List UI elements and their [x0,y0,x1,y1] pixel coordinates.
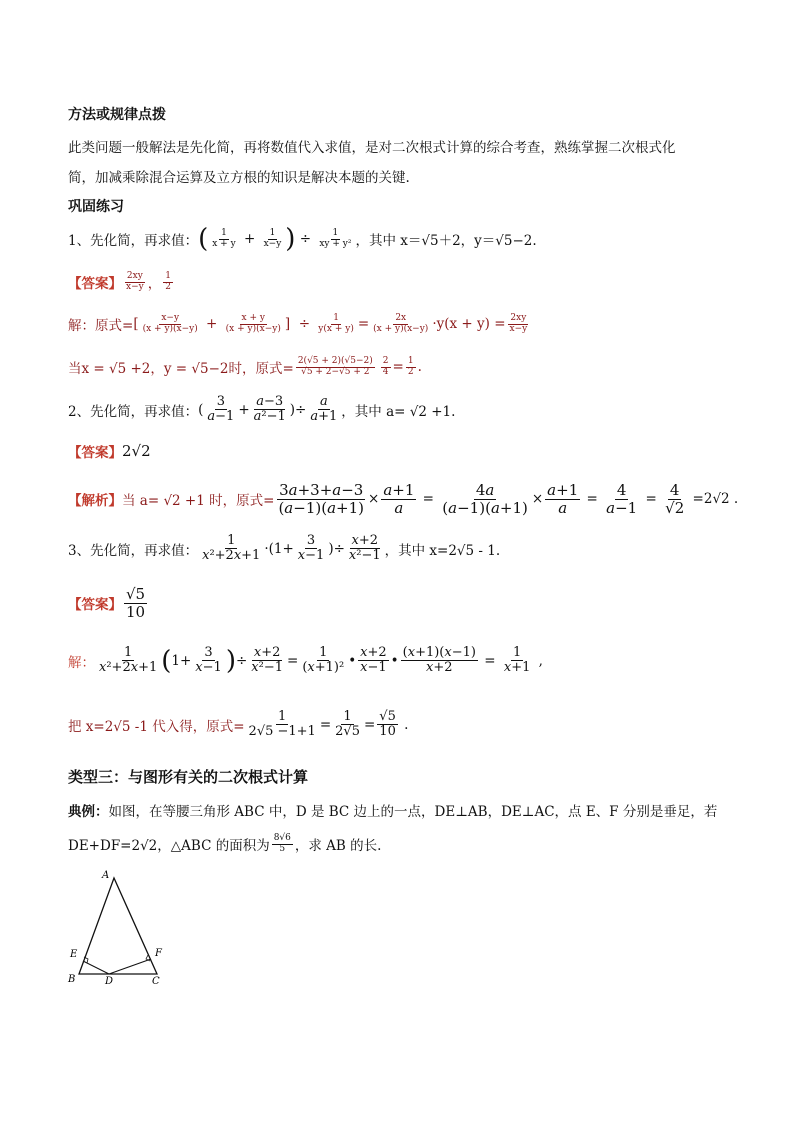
q1-condition: ，其中 x＝√5＋2，y＝√5−2. [355,233,537,249]
q2-answer-line: 【答案】 2√2 [68,442,151,461]
question-1: 1、先化简，再求值： ( $\frac{1}{x + y}$ + $\frac{1}{x-y}$ ) ÷ $\frac{1}{\text{xy + y²}}$ ，其中 x＝√5＋2，y＝√5−2. [68,224,537,254]
label-d: D [105,976,114,987]
q1-substitution: 当x = √5 +2，y = √5−2时，原式= $\frac{2(√5 + 2)(√5-2)}{√5 + 2-√5 + 2}$ $\frac{2}{4}$ = $\frac{1}{2}$ . [68,356,422,378]
q2-answer: 2√2 [122,442,151,460]
q3-answer-line: 【答案】 $\frac{√5}{10}$ [68,585,146,621]
q1-label: 1、先化简，再求值： [68,233,199,249]
q1-solution: 解： 原式= [ $\frac{x-y}{(x + y)(x-y)}$ + $\frac{x + y}{(x + y)(x-y)}$ ] ÷ $\frac{1}{y(x + y)}$ = $\frac{2x}{(x + y)(x-y)}$ ·y(x + y) = $\frac{2xy}{x-y}$ [68,313,528,335]
method-text-line-2: 简，加减乘除混合运算及立方根的知识是解决本题的关键. [68,170,410,186]
question-2: 2、先化简，再求值： ( $\frac{3}{a-1}$ + $\frac{a-3}{\text{a²−1}}$ )÷ $\frac{a}{a+1}$ ，其中 a= √2 +1. [68,394,456,425]
triangle-abc [79,878,157,974]
question-3: 3、先化简，再求值： $\frac{1}{\text{x²+2x+1}}$ ·(1+ $\frac{3}{x-1}$ )÷ $\frac{x+2}{\text{x²−1}}$ ，其中 x=2√5 - 1. [68,533,501,564]
q2-condition: ，其中 a= √2 +1. [341,403,456,420]
label-a: A [102,870,110,881]
q3-solution: 解： $\frac{1}{\text{x²+2x+1}}$ ( 1+ $\frac{3}{x-1}$ ) ÷ $\frac{x+2}{\text{x²−1}}$ = $\frac{1}{\text{(x+1)²}}$ • $\frac{x+2}{x-1}$ • $\frac{(x+1)(x-1)}{x+2}$ = $\frac{1}{x+1}$ , [68,645,543,676]
q2-solution: 【解析】 当 a= √2 +1 时，原式= $\frac{3a+3+a-3}{(a-1)(a+1)}$ × $\frac{a+1}{a}$ = $\frac{4a}{(a-1)(a+1)}$ × $\frac{a+1}{a}$ = $\frac{4}{a-1}$ = $\frac{4}{√2}$ =2√2 . [68,481,739,517]
label-f: F [155,948,162,959]
label-e: E [70,949,78,960]
answer-tag: 【答案】 [68,276,122,293]
triangle-figure [62,866,172,988]
q3-label: 3、先化简，再求值： [68,542,199,559]
segment-df [109,959,151,974]
q2-label: 2、先化简，再求值： [68,403,199,420]
example-label: 典例： [68,804,109,820]
solution-tag: 解： [68,318,95,335]
analysis-tag: 【解析】 [68,493,122,509]
practice-heading: 巩固练习 [68,199,124,215]
example-line-1: 典例： 如图，在等腰三角形 ABC 中，D 是 BC 边上的一点，DE⊥AB，DE⊥AC，点 E、F 分别是垂足，若 [68,800,717,820]
q3-substitution: 把 x=2√5 -1 代入得，原式= $\frac{1}{2√5 -1+1}$ = $\frac{1}{2√5}$ = $\frac{√5}{10}$ . [68,709,409,740]
q3-condition: ，其中 x=2√5 - 1. [384,542,501,559]
method-text-line-1: 此类问题一般解法是先化简，再将数值代入求值，是对二次根式计算的综合考查，熟练掌握二次根式化 [68,140,676,156]
method-heading: 方法或规律点拨 [68,107,166,123]
type3-heading: 类型三：与图形有关的二次根式计算 [68,768,309,786]
example-line-2: DE+DF=2√2，△ABC 的面积为 $\frac{8√6}{5}$ ，求 AB 的长. [68,833,382,855]
label-b: B [68,974,76,985]
q1-answer-line: 【答案】 $\frac{2xy}{x-y}$ ， $\frac{1}{2}$ [68,271,171,293]
label-c: C [152,976,160,987]
